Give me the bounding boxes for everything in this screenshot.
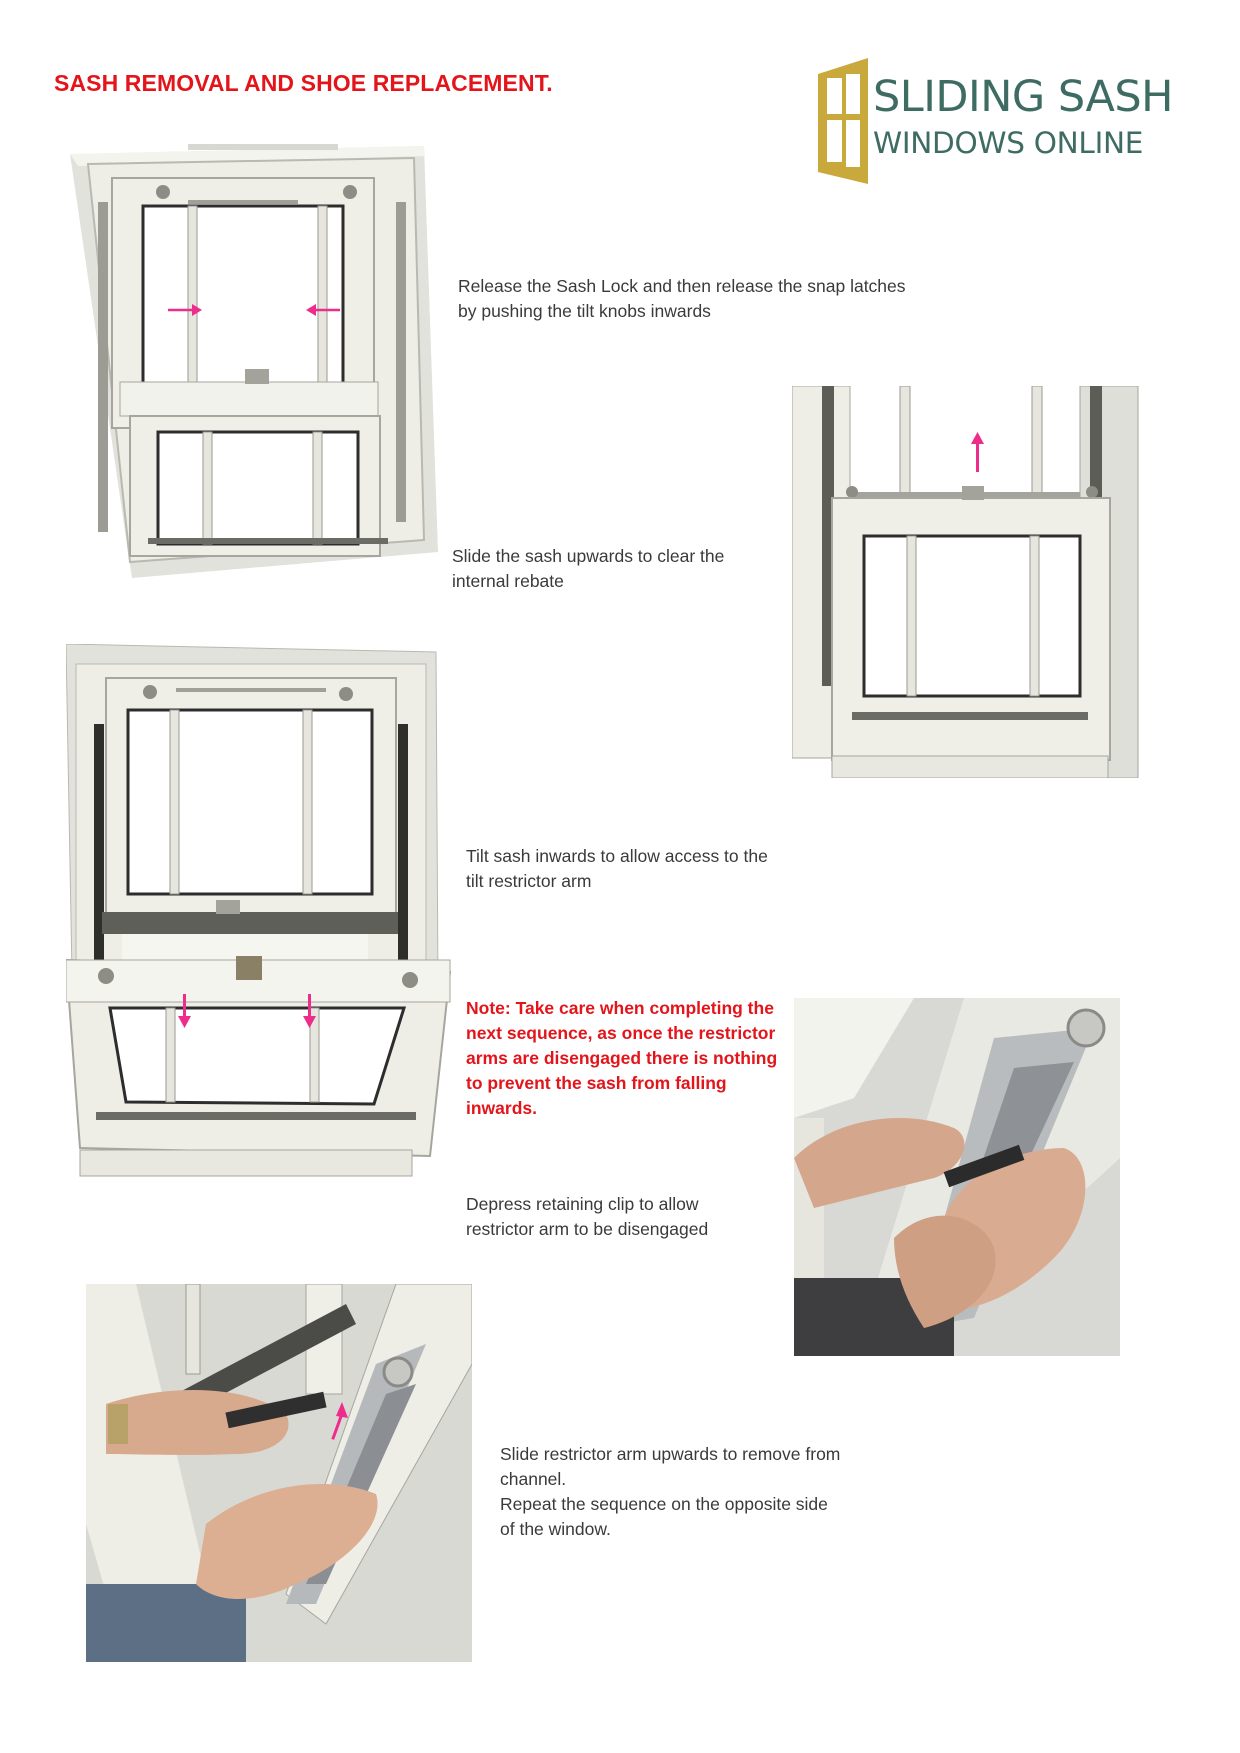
note-line-1: Note: Take care when completing the xyxy=(466,998,774,1018)
step-4-line-1: Depress retaining clip to allow xyxy=(466,1194,699,1214)
step-5-text xyxy=(500,1442,840,1542)
step-1-text xyxy=(458,274,906,324)
step-5-line-1: Slide restrictor arm upwards to remove from xyxy=(500,1444,841,1464)
window-closed-photo xyxy=(68,142,440,580)
step-3-line-2: tilt restrictor arm xyxy=(466,871,592,891)
note-line-4: to prevent the sash from falling xyxy=(466,1073,727,1093)
step-4-line-2: restrictor arm to be disengaged xyxy=(466,1219,709,1239)
company-logo xyxy=(812,56,1182,184)
step-1-line-2: by pushing the tilt knobs inwards xyxy=(458,301,711,321)
note-line-3: arms are disengaged there is nothing xyxy=(466,1048,778,1068)
step-4-text xyxy=(466,1192,708,1242)
step-3-line-1: Tilt sash inwards to allow access to the xyxy=(466,846,768,866)
page-title: SASH REMOVAL AND SHOE REPLACEMENT. xyxy=(54,70,553,96)
step-1-line-1: Release the Sash Lock and then release the snap latches xyxy=(458,276,906,296)
clip-depress-photo xyxy=(794,998,1120,1356)
step-2-line-1: Slide the sash upwards to clear the xyxy=(452,546,725,566)
note-line-5: inwards. xyxy=(466,1098,537,1118)
step-5-line-4: of the window. xyxy=(500,1519,611,1539)
step-2-text xyxy=(452,544,724,594)
restrictor-slide-photo xyxy=(86,1284,472,1662)
warning-note xyxy=(466,996,777,1121)
step-3-text xyxy=(466,844,768,894)
step-5-line-2: channel. xyxy=(500,1469,567,1489)
sash-raised-photo xyxy=(792,386,1148,778)
note-line-2: next sequence, as once the restrictor xyxy=(466,1023,776,1043)
logo-line-1: SLIDING SASH xyxy=(873,72,1174,122)
step-2-line-2: internal rebate xyxy=(452,571,564,591)
sash-tilted-photo xyxy=(66,644,454,1180)
step-5-line-3: Repeat the sequence on the opposite side xyxy=(500,1494,828,1514)
logo-line-2: WINDOWS ONLINE xyxy=(873,126,1144,160)
